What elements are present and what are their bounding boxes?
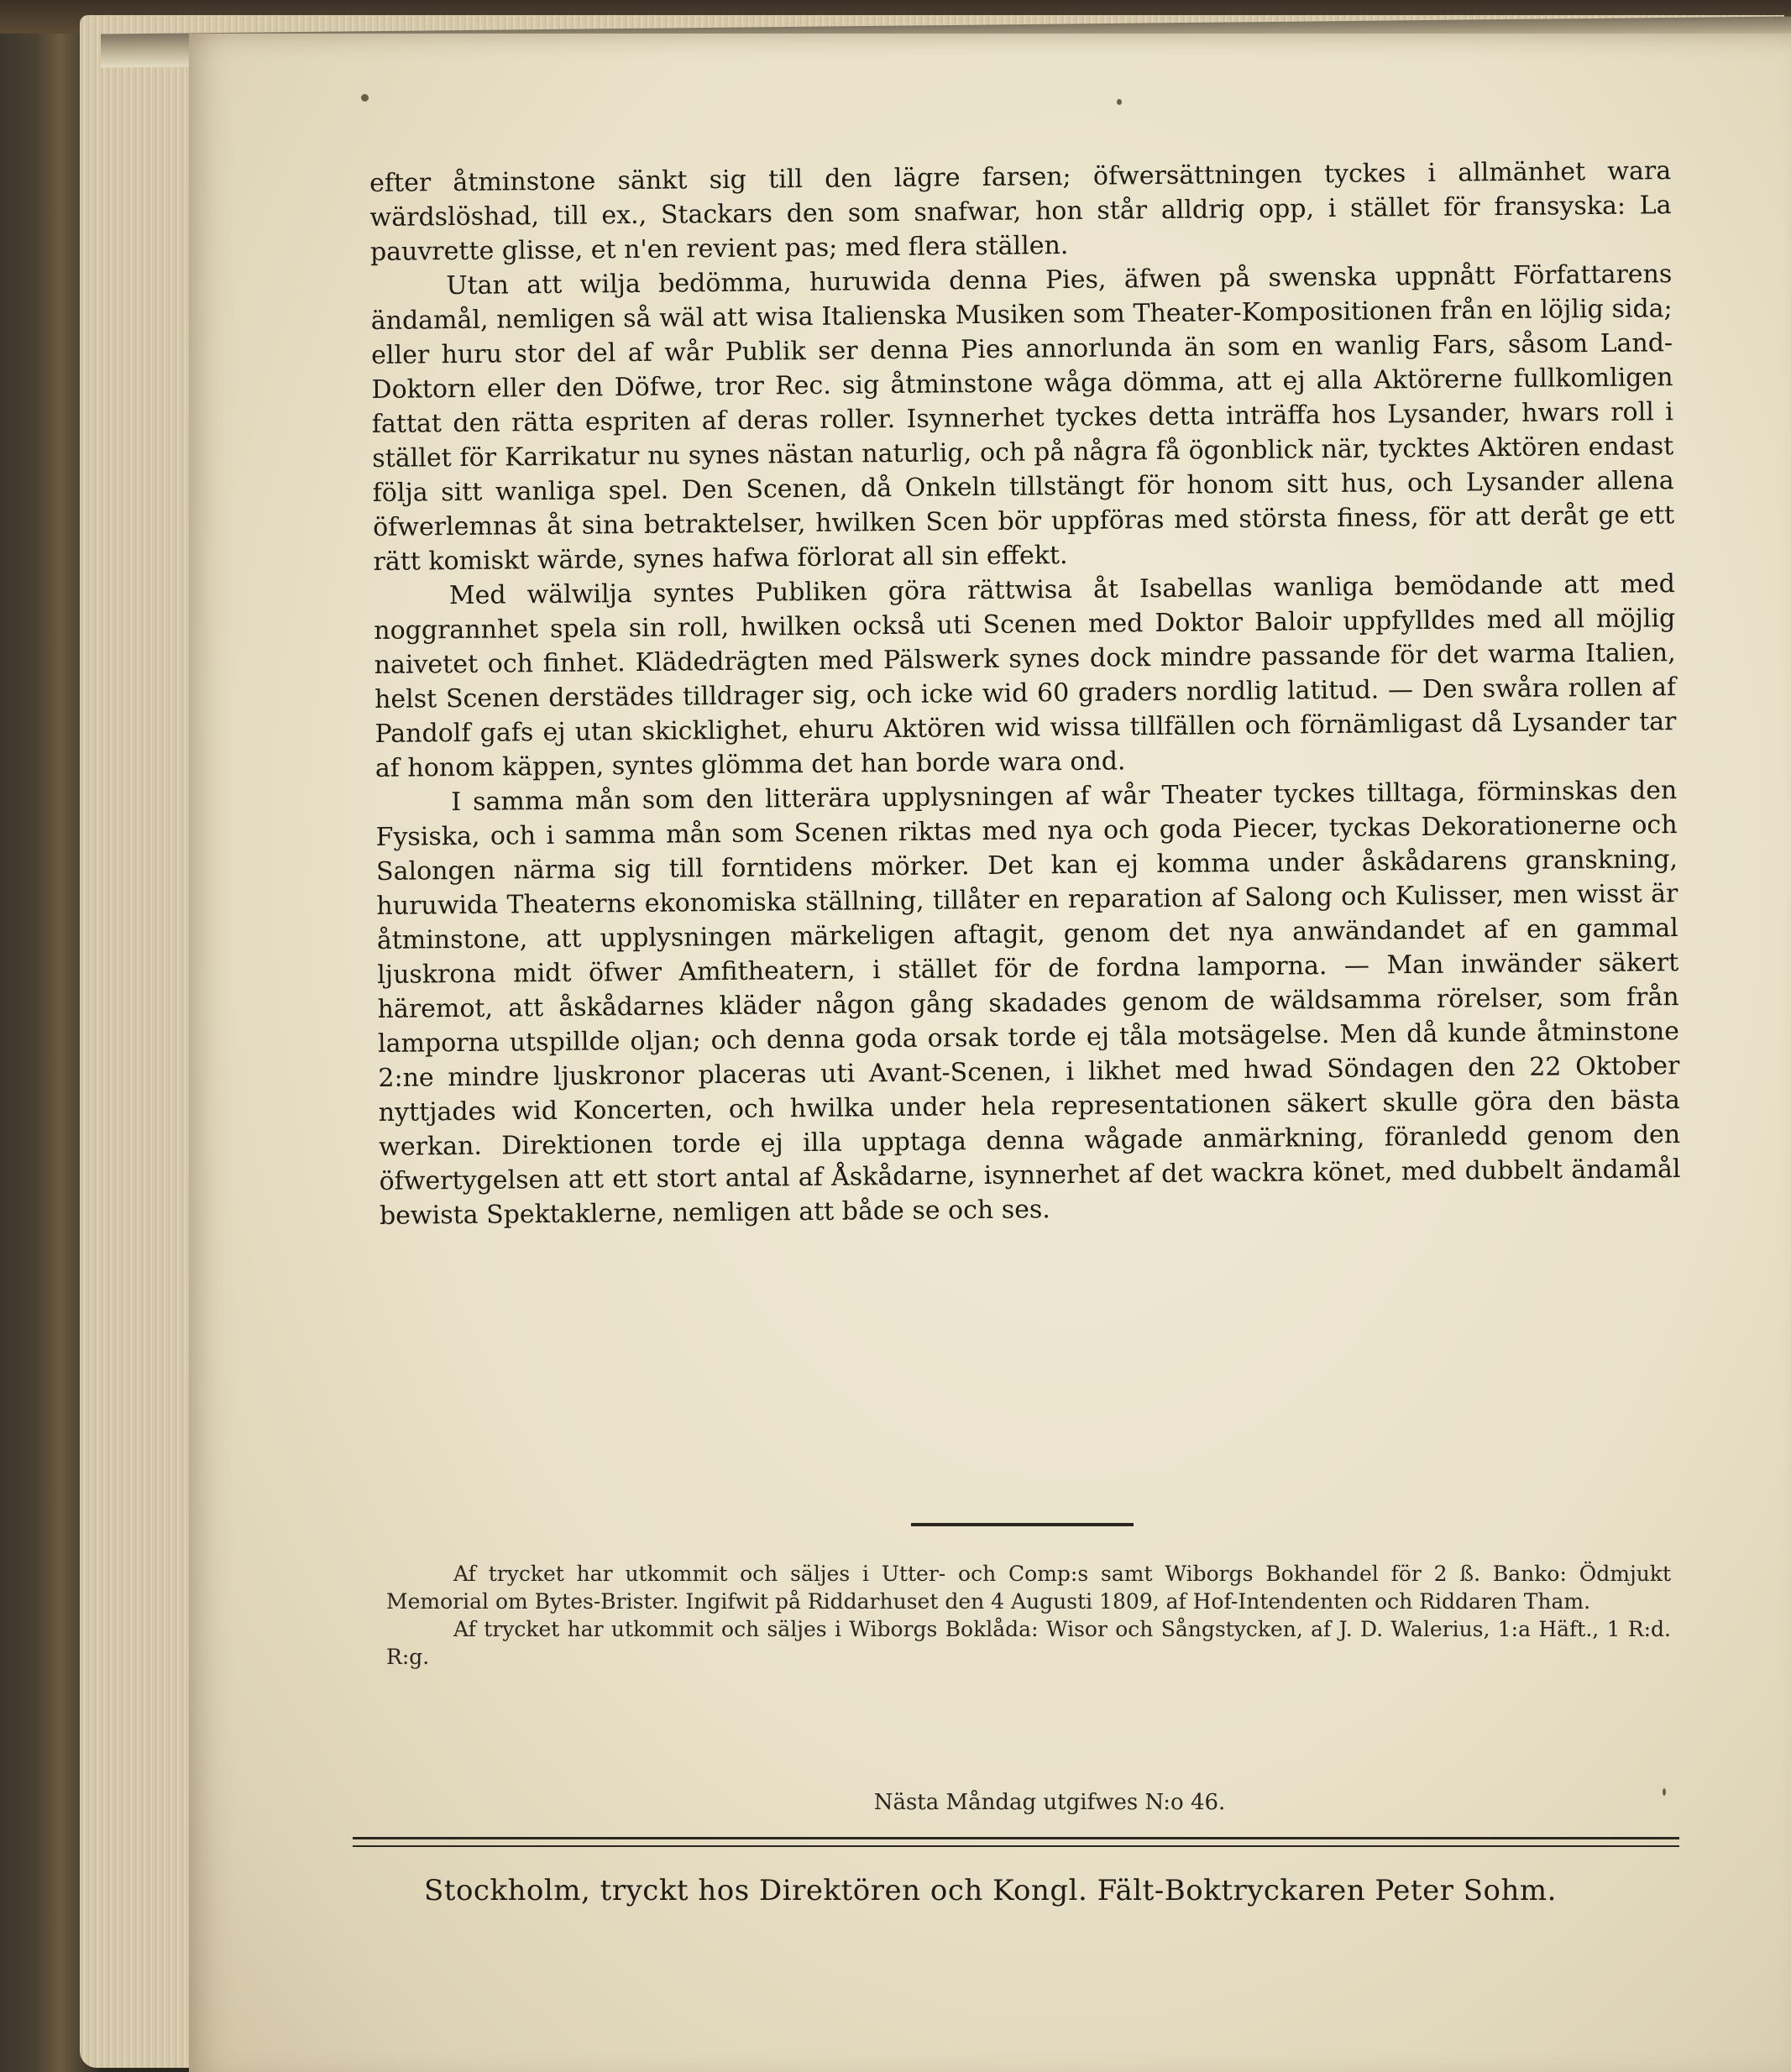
printer-imprint: Stockholm, tryckt hos Direktören och Kongl. Fält-Boktryckaren Peter Sohm. (424, 1874, 1557, 1907)
advertisement-note: Af trycket har utkommit och säljes i Wiborgs Boklåda: Wisor och Sångstycken, af J. D. Walerius, 1:a Häft., 1 R:d. R:g. (386, 1617, 1671, 1669)
advertisement-notes (386, 1560, 1671, 1671)
next-issue-notice: Nästa Måndag utgifwes N:o 46. (873, 1790, 1226, 1815)
advertisement-note: Af trycket har utkommit och säljes i Utter- och Comp:s samt Wiborgs Bokhandel för 2 ß. Banko: Ödmjukt Memorial om Bytes-Brister. Ingifwit på Riddarhuset den 4 Augusti 1809, af Hof-Intendenten och Riddaren Tham. (386, 1562, 1671, 1614)
paragraph: efter åtminstone sänkt sig till den lägre farsen; öfwersättningen tyckes i allmänhet wara wärdslöshad, till ex., Stackars den som snafwar, hon står alldrig opp, i stället för fransyska: La pauvrette glisse, et n'en revient pas; med flera ställen. (369, 156, 1672, 267)
paragraph: Utan att wilja bedömma, huruwida denna Pies, äfwen på swenska uppnått Författarens ändamål, nemligen så wäl att wisa Italienska Musiken som Theater-Kompositionen från en löjlig sida; eller huru stor del af wår Publik ser denna Pies annorlunda än som en wanlig Fars, såsom Land-Doktorn eller den Döfwe, tror Rec. sig åtminstone wåga dömma, att ej alla Aktörerne fullkomligen fattat den rätta espriten af deras roller. Isynnerhet tyckes detta inträffa hos Lysander, hwars roll i stället för Karrikatur nu synes nästan naturlig, och på några få ögonblick när, tycktes Aktören endast följa sitt wanliga spel. Den Scenen, då Onkeln tillstängt för honom sitt hus, och Lysander allena öfwerlemnas åt sina betraktelser, hwilken Scen bör uppföras med största finess, för att deråt ge ett rätt komiskt wärde, synes hafwa förlorat all sin effekt. (370, 259, 1675, 577)
paragraph: I samma mån som den litterära upplysningen af wår Theater tyckes tilltaga, förminskas den Fysiska, och i samma mån som Scenen riktas med nya och goda Piecer, tyckas Dekorationerne och Salongen närma sig till forntidens mörker. Det kan ej komma under åskådarens granskning, huruwida Theaterns ekonomiska ställning, tillåter en reparation af Salong och Kulisser, men wisst är åtminstone, att upplysningen märkeligen aftagit, genom det nya anwändandet af en gammal ljuskrona midt öfwer Amfitheatern, i stället för de fordna lamporna. — Man inwänder säkert häremot, att åskådarnes kläder någon gång skadades genom de wäldsamma rörelser, som från lamporna utspillde oljan; och denna goda orsak torde ej tåla motsägelse. Men då kunde åtminstone 2:ne mindre ljuskronor placeras uti Avant-Scenen, i likhet med hwad Söndagen den 22 Oktober nyttjades wid Koncerten, och hwilka under hela representationen säkert skulle göra den bästa werkan. Direktionen torde ej illa upptaga denna wågade anmärkning, föranledd genom den öfwertygelsen att ett stort antal af Åskådarne, isynnerhet af det wackra könet, med dubbelt ändamål bewista Spektaklerne, nemligen att både se och ses. (375, 776, 1681, 1231)
double-rule-top (353, 1837, 1679, 1839)
double-rule-bottom (353, 1845, 1679, 1847)
page-speck (361, 94, 369, 102)
paragraph: Med wälwilja syntes Publiken göra rättwisa åt Isabellas wanliga bemödande att med noggrannhet spela sin roll, hwilken också uti Scenen med Doktor Baloir uppfylldes med all möjlig naivetet och finhet. Klädedrägten med Pälswerk synes dock mindre passande för det warma Italien, helst Scenen derstädes tilldrager sig, och icke wid 60 graders nordlig latitud. — Den swåra rollen af Pandolf gafs ej utan skicklighet, ehuru Aktören wid wissa tillfällen och förnämligast då Lysander tar af honom käppen, syntes glömma det han borde wara ond. (374, 569, 1677, 783)
page-speck (1117, 99, 1122, 105)
page-speck (1663, 1788, 1666, 1796)
section-divider (911, 1523, 1134, 1526)
article-text (369, 154, 1681, 1233)
